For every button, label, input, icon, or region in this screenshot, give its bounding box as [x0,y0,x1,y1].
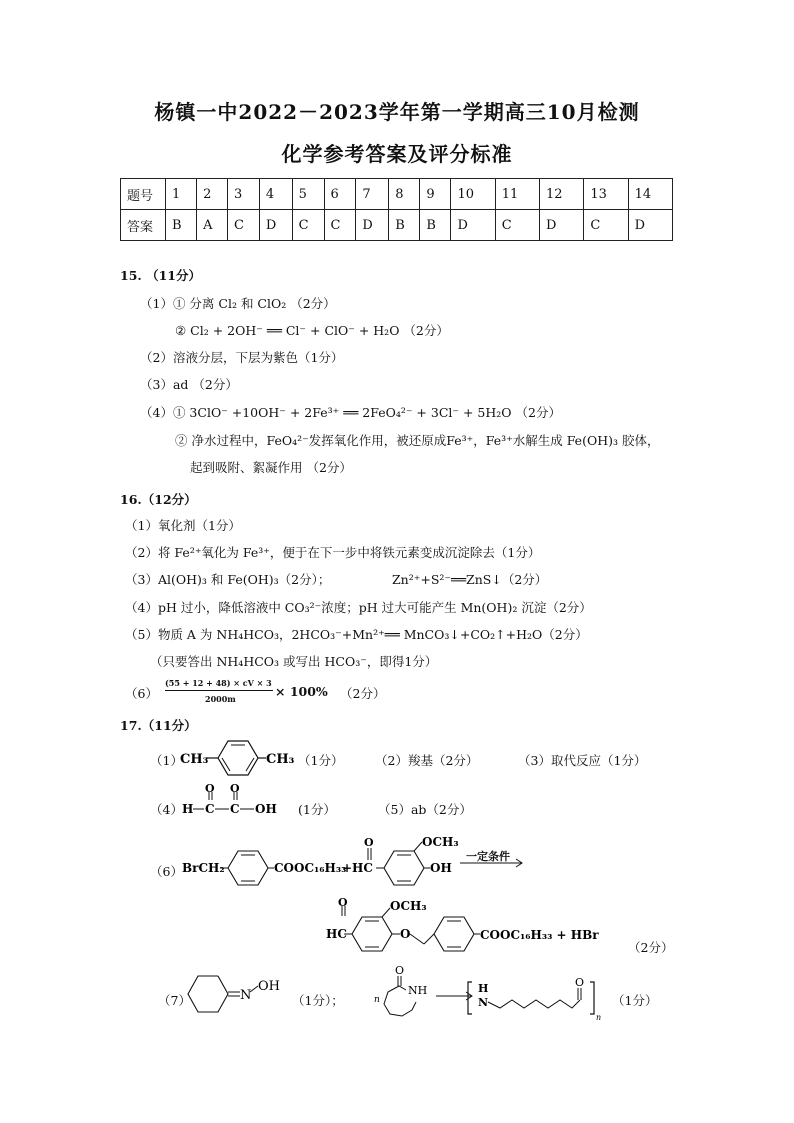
table-row-label: 答案 [121,210,166,241]
oxime-oh: OH [258,979,280,994]
q15-line: （1）① 分离 Cl₂ 和 ClO₂ （2分） [140,296,336,311]
table-cell: 11 [495,179,539,210]
table-cell: 14 [628,179,672,210]
q15-line: ② Cl₂ + 2OH⁻ ══ Cl⁻ + ClO⁻ + H₂O （2分） [175,323,449,338]
table-row [121,210,673,241]
q17-label: （1） [150,753,183,768]
table-cell: 3 [227,179,259,210]
q17-label: （6） [150,864,183,879]
table-cell: C [584,210,628,241]
product-hc: HC [326,927,347,941]
table-cell: D [540,210,584,241]
q17-line: （3）取代反应（1分） [518,753,647,768]
table-cell: D [451,210,495,241]
polymer-n: N [478,996,489,1009]
table-cell: 7 [356,179,389,210]
product-o: O [338,896,348,909]
fraction-tail: × 100% [275,684,328,699]
fraction-bar [165,690,273,691]
table-cell: 13 [584,179,628,210]
atom-c2: C [230,802,240,816]
polymer-o: O [575,976,585,989]
table-cell: 10 [451,179,495,210]
q15-line: ② 净水过程中，FeO₄²⁻发挥氧化作用，被还原成Fe³⁺，Fe³⁺水解生成 Fe(OH)₃ 胶体， [175,433,660,448]
fraction-denominator: 2000m [205,694,236,704]
polymer-subscript-n: n [596,1013,602,1022]
table-cell: 12 [540,179,584,210]
table-cell: 2 [197,179,228,210]
ester-group: COOC₁₆H₃₃ [274,861,347,875]
q16-line: （4）pH 过小，降低溶液中 CO₃²⁻浓度；pH 过大可能产生 Mn(OH)₂ 沉淀（2分） [125,600,592,615]
q17-score: （1分） [298,753,344,768]
q15-line: （3）ad （2分） [140,377,238,392]
table-cell: 1 [166,179,197,210]
lactam-nh: NH [408,984,428,997]
q15-line: （2）溶液分层，下层为紫色（1分） [140,350,344,365]
fraction-numerator: (55 + 12 + 48) × cV × 3 [165,678,272,688]
atom-oh: OH [255,802,277,816]
page-subtitle: 化学参考答案及评分标准 [281,142,513,166]
atom-o2: O [230,782,240,795]
oh-group: OH [430,861,452,875]
table-cell: D [628,210,672,241]
q17-score: （1分）； [292,993,344,1008]
table-cell: 6 [324,179,356,210]
table-cell: B [420,210,451,241]
product-ether-o: O [400,927,411,941]
table-cell: C [292,210,324,241]
table-cell: 8 [389,179,420,210]
table-cell: D [259,210,292,241]
aldehyde-o: O [364,836,374,849]
q17-heading: 17.（11分） [120,718,197,733]
q15-line: （4）① 3ClO⁻ +10OH⁻ + 2Fe³⁺ ══ 2FeO₄²⁻ + 3Cl⁻ + 5H₂O （2分） [140,405,561,420]
q17-score: （2分） [628,940,674,955]
q17-label: （4） [150,802,183,817]
table-cell: 5 [292,179,324,210]
atom-o1: O [205,782,215,795]
table-cell: 9 [420,179,451,210]
table-cell: A [197,210,228,241]
coef-n: n [374,995,380,1005]
table-row [121,179,673,210]
p-xylene-structure [180,736,310,786]
oxime-n: N [240,988,252,1003]
atom-h: H [182,802,194,816]
q17-score: （1分） [612,993,658,1008]
reaction-condition: 一定条件 [466,850,510,863]
oxime-structure [188,968,288,1024]
q17-line: （2）羧基（2分） [375,753,479,768]
aldehyde-hc: +HC [342,861,373,875]
answer-table [120,178,673,241]
lactam-o: O [395,964,405,977]
table-cell: C [324,210,356,241]
ch3-left: CH₃ [180,752,209,767]
table-cell: B [389,210,420,241]
table-cell: C [495,210,539,241]
atom-c1: C [205,802,215,816]
glyoxylic-acid-structure [182,784,292,820]
q16-score: （2分） [340,686,386,701]
q16-heading: 16.（12分） [120,492,197,507]
q16-line: （3）Al(OH)₃ 和 Fe(OH)₃（2分）； [125,572,331,587]
q16-line: Zn²⁺+S²⁻══ZnS↓（2分） [392,572,548,587]
q16-line: （5）物质 A 为 NH₄HCO₃，2HCO₃⁻+Mn²⁺══ MnCO₃↓+CO₂↑+H₂O（2分） [125,627,588,642]
product-och3: OCH₃ [390,899,427,913]
ch3-right: CH₃ [266,752,295,767]
polymer-h: H [478,982,489,995]
q15-line: 起到吸附、絮凝作用 （2分） [190,460,352,475]
table-cell: D [356,210,389,241]
q17-line: （5）ab（2分） [378,802,472,817]
page-title: 杨镇一中2022－2023学年第一学期高三10月检测 [154,100,640,124]
table-cell: 4 [259,179,292,210]
och3-group: OCH₃ [422,835,459,849]
reaction-product [322,894,652,964]
q17-label: （7） [158,993,191,1008]
q16-line: （只要答出 NH₄HCO₃ 或写出 HCO₃⁻，即得1分） [150,654,438,669]
product-tail: COOC₁₆H₃₃ + HBr [480,928,599,942]
table-row-label: 题号 [121,179,166,210]
caprolactam-polymerization [368,962,608,1024]
reaction-arrow [460,858,526,868]
table-cell: C [227,210,259,241]
table-cell: B [166,210,197,241]
q16-line: （2）将 Fe²⁺氧化为 Fe³⁺，便于在下一步中将铁元素变成沉淀除去（1分） [125,545,541,560]
q17-score: (1分） [298,802,336,817]
q16-line: （6） [125,686,158,701]
q15-heading: 15. （11分） [120,268,201,283]
brch2-group: BrCH₂ [182,861,225,875]
q16-line: （1）氧化剂（1分） [125,518,241,533]
